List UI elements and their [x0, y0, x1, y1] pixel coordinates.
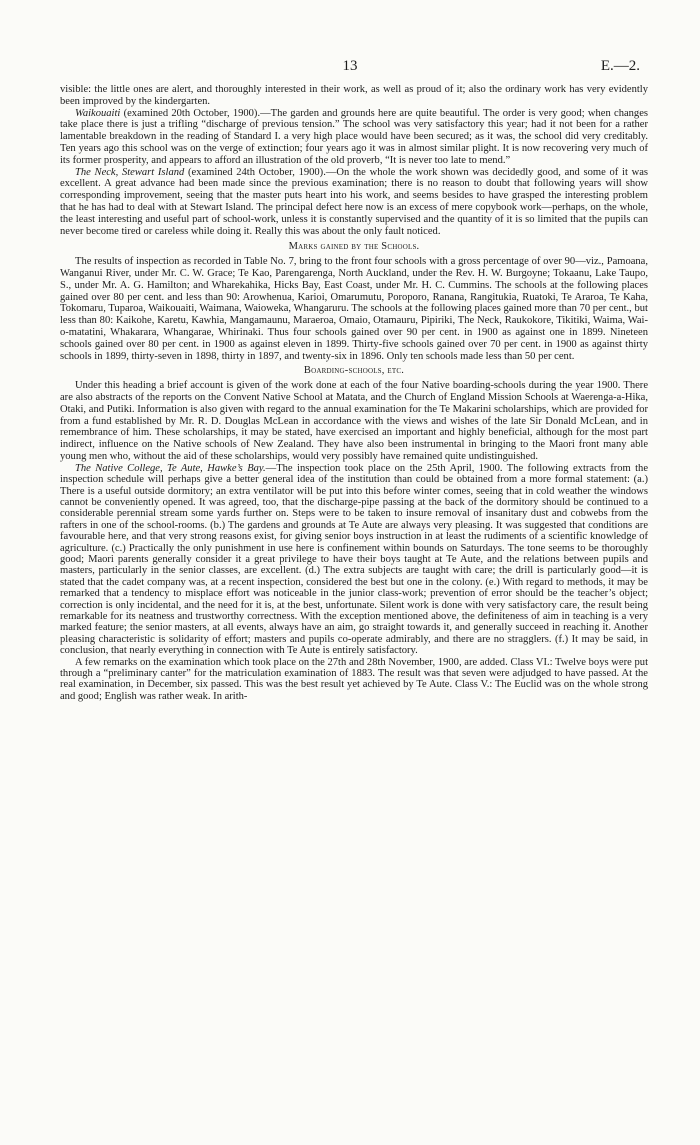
paragraph-the-neck-text: (examined 24th October, 1900).—On the whole the work shown was decidedly good, and some of it was excellent. A great advance had been made since the previous examination; there is no reason to doubt that following years will show corresponding improvement, seeing that the master puts heart into his work, and seems besides to have grasped the interesting problem that he has had to deal with at Stewart Island. The principal defect here now is an excess of mere copybook work—perhaps, on the whole, the least interesting and useful part of school-work, unless it is constantly supervised and the quantity of it is so limited that the pupils can never become tired or careless while doing it. Really this was about the only fault noticed. — [60, 166, 648, 237]
paragraph-te-aute — [60, 463, 648, 657]
paragraph-te-aute-text: —The inspection took place on the 25th April, 1900. The following extracts from the inspection schedule will perhaps give a better general idea of the institution than could be obtained from a more formal statement: (a.) There is a useful outside dormitory; an extra ventilator will be put into this before winter comes, seeing that in cold weather the windows cannot be conveniently opened. It was agreed, too, that the discharge-pipe passing at the back of the dormitory should be continued to a considerable perennial stream some yards further on. Steps were to be taken to insure removal of insanitary dust and cobwebs from the rafters in one of the school-rooms. (b.) The gardens and grounds at Te Aute are always very pleasing. It was suggested that conditions are favourable here, and that very strong reasons exist, for giving senior boys instruction in at least the rudiments of a scientific knowledge of agriculture. (c.) Practically the only punishment in use here is confinement within bounds on Saturdays. The tone seems to be thoroughly good; Maori parents generally consider it a great privilege to have their boys taught at Te Aute, and the relations between pupils and masters, particularly in the senior classes, are excellent. (d.) The extra subjects are taught with care; the drill is particularly good—it is stated that the cadet company was, at a recent inspection, considered the best but one in the colony. (e.) With regard to methods, it may be remarked that a tendency to misplace effort was noticeable in the junior class-work; prevention of error should be the teacher’s object; correction is only incidental, and the need for it is, at the best, unfortunate. Silent work is done with very satisfactory care, the result being remarkable for its neatness and trustworthy correctness. With the exception mentioned above, the definiteness of aim in teaching is a very marked feature; the senior masters, at all events, always have an aim, go straight towards it, and generally succeed in reaching it. Another pleasing characteristic is solidarity of effort; masters and pupils co-operate admirably, and there are no stragglers. (f.) It may be said, in conclusion, that nearly everything in connection with Te Aute is entirely satisfactory. — [60, 462, 649, 657]
paragraph-waikouaiti — [60, 108, 648, 167]
paragraph-waikouaiti-text: (examined 20th October, 1900).—The garden and grounds here are quite beautiful. The order is very good; when changes take place there is just a trifling “discharge of previous tension.” The school was very satisfactory this year; had it not been for a rather lamentable breakdown in the reading of Standard I. a very high place would have been secured; as it was, the school did very creditably. Ten years ago this school was on the verge of extinction; four years ago it was in almost similar plight. It is now recovering very much of its former prosperity, and appears to afford an illustration of the old proverb, “It is never too late to mend.” — [60, 107, 648, 166]
section-heading-boarding-schools: Boarding-schools, etc. — [303, 365, 405, 377]
document-reference: E.—2. — [600, 58, 640, 74]
paragraph-boarding-schools: Under this heading a brief account is given of the work done at each of the four Native boarding-schools during the year 1900. There are also abstracts of the reports on the Convent Native School at Matata, and the Church of England Mission Schools at Waerenga-a-Hika, Otaki, and Putiki. Information is also given with regard to the annual examination for the Te Makarini scholarships, which are provided for from a fund established by Mr. R. D. Douglas McLean in accordance with the views and wishes of the late Sir Donald McLean, and in remembrance of him. These scholarships, it may be stated, have exercised an important and highly beneficial, although for the most part indirect, influence on the Native schools of New Zealand. They have also been instrumental in bringing to the Maori front many able young men who, without the aid of these scholarships, would very possibly have remained quite undistinguished. — [60, 380, 648, 462]
page-number: 13 — [342, 58, 358, 74]
school-name-the-neck: The Neck, Stewart Island — [75, 166, 185, 178]
section-heading-marks: Marks gained by the Schools. — [288, 241, 420, 253]
paragraph-the-neck — [60, 167, 648, 238]
paragraph-examination-remarks: A few remarks on the examination which took place on the 27th and 28th November, 1900, are added. Class VI.: Twelve boys were put through a “preliminary canter” for the matriculation examination of 1883. The result was that seven were adjudged to have passed. At the real examination, in December, six passed. This was the best result yet achieved by Te Aute. Class V.: The Euclid was on the whole strong and good; English was rather weak. In arith- — [60, 656, 648, 702]
paragraph-marks-gained: The results of inspection as recorded in Table No. 7, bring to the front four schools with a gross percentage of over 90—viz., Pamoana, Wanganui River, under Mr. C. W. Grace; Te Kao, Parengarenga, North Auckland, under the Rev. H. W. Burgoyne; Tokaanu, Lake Taupo, S., under Mr. A. G. Hamilton; and Wharekahika, Hicks Bay, East Coast, under Mr. H. C. Cummins. The schools at the following places gained over 80 per cent. and less than 90: Arowhenua, Karioi, Omarumutu, Poroporo, Ranana, Rangitukia, Ruatoki, Te Araroa, Te Kaha, Tokomaru, Tuparoa, Waikouaiti, Waimana, Waioweka, Whangaruru. The schools at the following places gained more than 70 per cent., but less than 80: Kaikohe, Karetu, Kawhia, Mangamaunu, Maraeroa, Omaio, Otamauru, Pipiriki, The Neck, Raukokore, Tikitiki, Waima, Wai-o-matatini, Whakarara, Whangarae, Whirinaki. Thus four schools gained over 90 per cent. in 1900 as against one in 1899. Nineteen schools gained over 80 per cent. in 1900 as against eleven in 1899. Thirty-five schools gained over 70 per cent. in 1900 as against thirty schools in 1899, thirty-seven in 1898, thirty in 1897, and twenty-six in 1896. Only ten schools made less than 50 per cent. — [60, 256, 648, 362]
school-name-waikouaiti: Waikouaiti — [75, 107, 121, 119]
body-text — [60, 84, 648, 702]
paragraph-kindergarten-continued: visible: the little ones are alert, and thoroughly interested in their work, as well as proud of it; also the ordinary work has very evidently been improved by the kindergarten. — [60, 84, 648, 107]
school-name-te-aute: The Native College, Te Aute, Hawke’s Bay. — [75, 462, 266, 474]
